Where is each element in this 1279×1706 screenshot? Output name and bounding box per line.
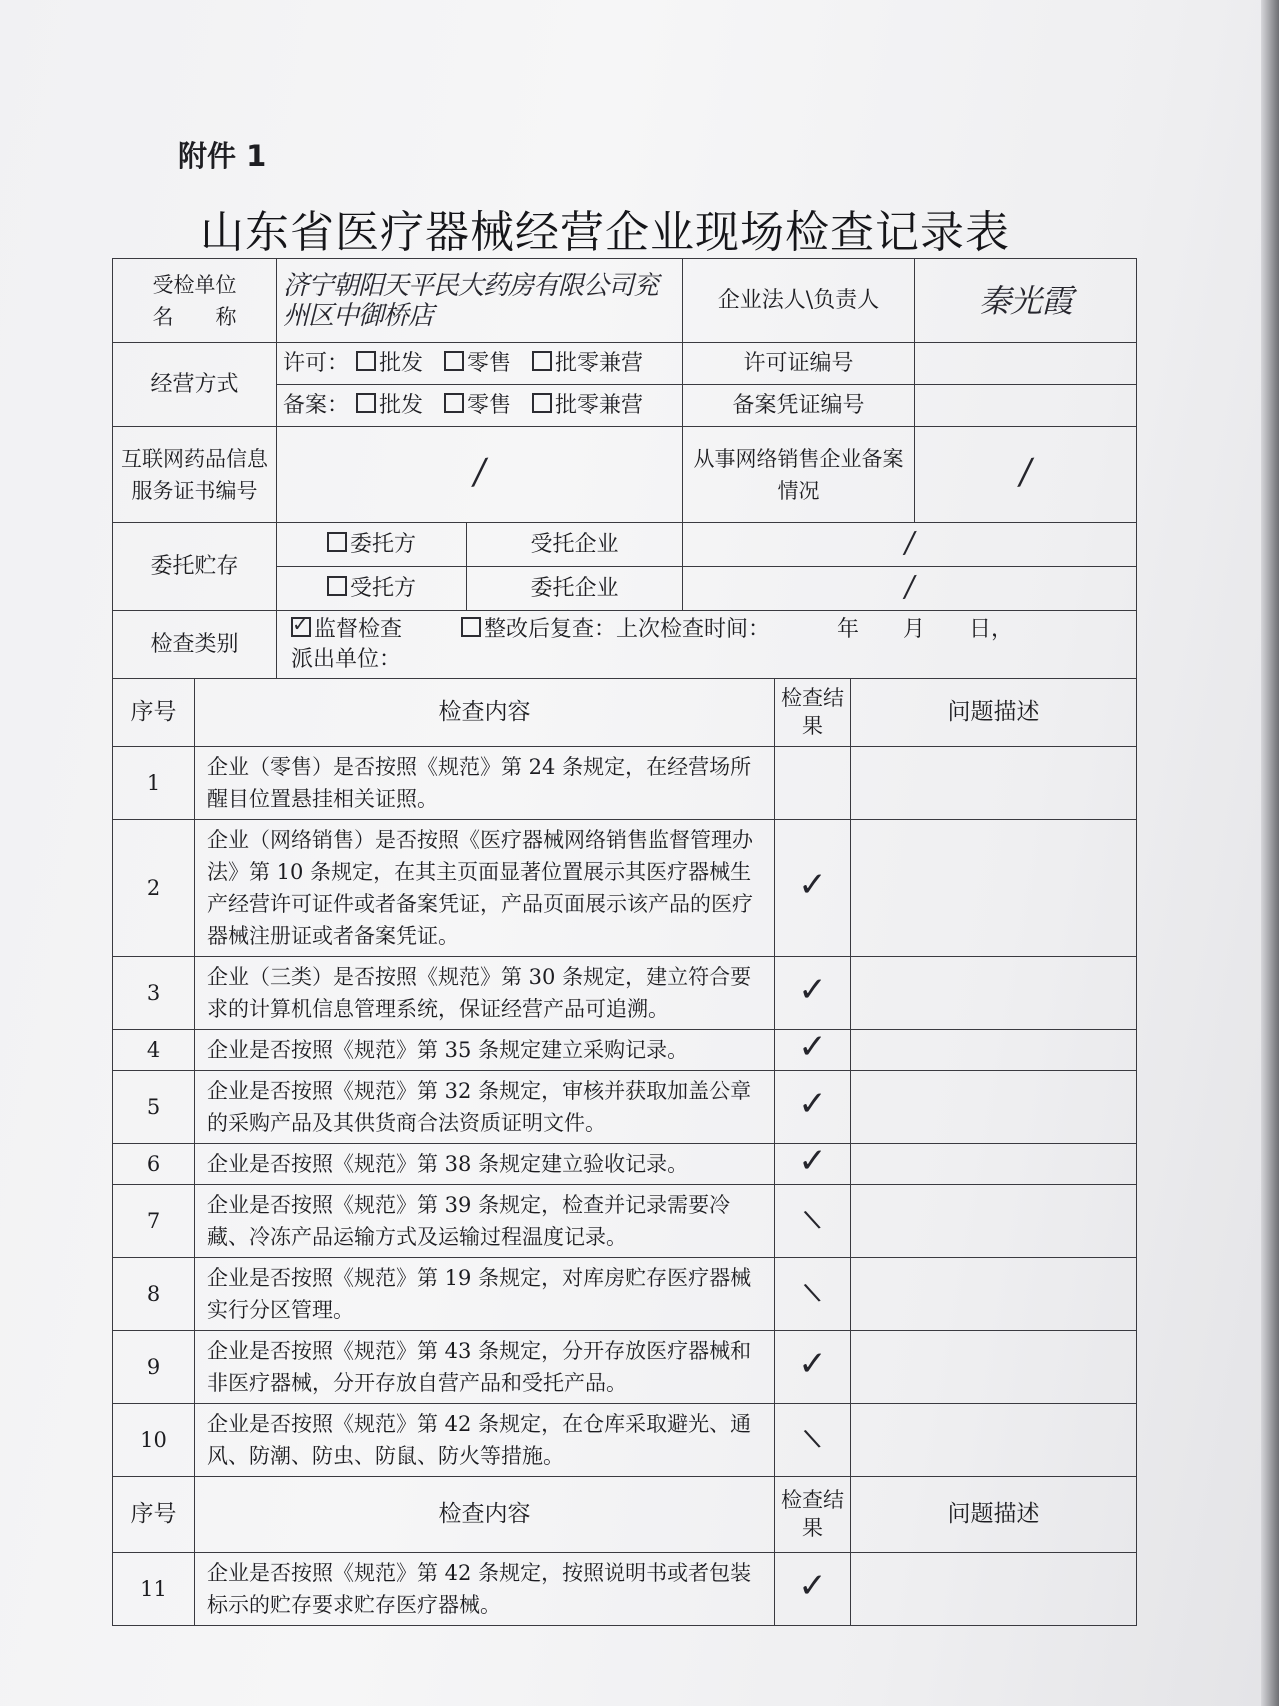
entrust-row-1 bbox=[113, 523, 1137, 567]
slash-mark-icon: / bbox=[901, 569, 918, 604]
item-issue[interactable] bbox=[851, 746, 1137, 819]
entrusting-company-value bbox=[683, 567, 1137, 611]
item-issue[interactable] bbox=[851, 1552, 1137, 1625]
supervision-option[interactable] bbox=[291, 617, 402, 642]
license-prefix: 许可： bbox=[283, 350, 350, 376]
item-issue[interactable] bbox=[851, 1029, 1137, 1070]
slash-mark-icon: / bbox=[901, 525, 918, 560]
online-sales-label: 从事网络销售企业备案情况 bbox=[683, 427, 915, 523]
internet-row bbox=[113, 427, 1137, 523]
item-issue[interactable] bbox=[851, 1257, 1137, 1330]
item-result[interactable] bbox=[775, 1330, 851, 1403]
checklist-row bbox=[113, 1029, 1137, 1070]
consignee-label: 受托方 bbox=[349, 575, 416, 601]
slash-mark-icon: / bbox=[1015, 451, 1036, 493]
internet-cert-value bbox=[277, 427, 683, 523]
last-check-date: 年 月 日， bbox=[837, 616, 1014, 642]
item-content: 企业（零售）是否按照《规范》第 24 条规定，在经营场所醒目位置悬挂相关证照。 bbox=[195, 746, 775, 819]
license-no-value[interactable] bbox=[915, 343, 1137, 385]
item-number: 6 bbox=[113, 1143, 195, 1184]
checkmark-icon: ✓ bbox=[798, 970, 827, 1010]
checklist-row bbox=[113, 1257, 1137, 1330]
unit-name-value: 济宁朝阳天平民大药房有限公司兖州区中御桥店 bbox=[277, 259, 683, 343]
checklist-row bbox=[113, 1552, 1137, 1625]
filing-option-retail[interactable] bbox=[444, 393, 511, 418]
checklist-row bbox=[113, 1070, 1137, 1143]
unit-label-line2: 名 称 bbox=[152, 304, 237, 329]
option-label: 批零兼营 bbox=[555, 392, 644, 418]
item-number: 1 bbox=[113, 746, 195, 819]
filing-prefix: 备案： bbox=[283, 392, 350, 418]
option-label: 批发 bbox=[379, 392, 424, 418]
item-content: 企业是否按照《规范》第 42 条规定，在仓库采取避光、通风、防潮、防虫、防鼠、防火等措施。 bbox=[195, 1403, 775, 1476]
inspection-form bbox=[112, 258, 1136, 1626]
item-number: 7 bbox=[113, 1184, 195, 1257]
item-number: 9 bbox=[113, 1330, 195, 1403]
inspection-type-line bbox=[291, 615, 1130, 645]
item-content: 企业是否按照《规范》第 35 条规定建立采购记录。 bbox=[195, 1029, 775, 1070]
item-issue[interactable] bbox=[851, 1070, 1137, 1143]
checkbox-icon[interactable] bbox=[532, 393, 552, 413]
checkmark-icon: ✓ bbox=[798, 1027, 827, 1067]
item-issue[interactable] bbox=[851, 1143, 1137, 1184]
item-content: 企业是否按照《规范》第 32 条规定，审核并获取加盖公章的采购产品及其供货商合法资质证明文件。 bbox=[195, 1070, 775, 1143]
checklist-row bbox=[113, 956, 1137, 1029]
trustee-company-value bbox=[683, 523, 1137, 567]
inspection-type-row bbox=[113, 611, 1137, 679]
checklist-row bbox=[113, 819, 1137, 956]
item-content: 企业是否按照《规范》第 38 条规定建立验收记录。 bbox=[195, 1143, 775, 1184]
checkbox-icon[interactable] bbox=[444, 351, 464, 371]
checklist-body bbox=[113, 746, 1137, 1476]
mode-label: 经营方式 bbox=[113, 343, 277, 427]
checklist-table bbox=[112, 678, 1137, 1626]
checkbox-icon[interactable] bbox=[356, 393, 376, 413]
col-content-header: 检查内容 bbox=[195, 678, 775, 746]
item-content: 企业（三类）是否按照《规范》第 30 条规定，建立符合要求的计算机信息管理系统，保证经营产品可追溯。 bbox=[195, 956, 775, 1029]
col-issue-header: 问题描述 bbox=[851, 1476, 1137, 1552]
item-number: 11 bbox=[113, 1552, 195, 1625]
item-result[interactable] bbox=[775, 1257, 851, 1330]
not-applicable-mark-icon: \ bbox=[802, 1277, 823, 1308]
item-issue[interactable] bbox=[851, 819, 1137, 956]
checked-box-icon[interactable] bbox=[291, 617, 311, 637]
option-label: 批发 bbox=[379, 350, 424, 376]
item-result[interactable] bbox=[775, 746, 851, 819]
legal-person-value: 秦光霞 bbox=[915, 259, 1137, 343]
col-result-header: 检查结果 bbox=[775, 678, 851, 746]
form-title: 山东省医疗器械经营企业现场检查记录表 bbox=[200, 207, 1010, 258]
option-label: 零售 bbox=[467, 350, 512, 376]
license-option-wholesale[interactable] bbox=[356, 351, 423, 376]
item-content: 企业（网络销售）是否按照《医疗器械网络销售监督管理办法》第 10 条规定，在其主页面显著位置展示其医疗器械生产经营许可证件或者备案凭证，产品页面展示该产品的医疗器械注册证或者备案凭证。 bbox=[195, 819, 775, 956]
online-sales-value bbox=[915, 427, 1137, 523]
unit-label-line1: 受检单位 bbox=[152, 272, 237, 297]
consignee-option[interactable] bbox=[277, 567, 467, 611]
col-result-header: 检查结果 bbox=[775, 1476, 851, 1552]
item-number: 5 bbox=[113, 1070, 195, 1143]
filing-no-value[interactable] bbox=[915, 385, 1137, 427]
checkmark-icon: ✓ bbox=[798, 865, 827, 905]
item-content: 企业是否按照《规范》第 39 条规定，检查并记录需要冷藏、冷冻产品运输方式及运输过程温度记录。 bbox=[195, 1184, 775, 1257]
not-applicable-mark-icon: \ bbox=[802, 1204, 823, 1235]
filing-option-wholesale[interactable] bbox=[356, 393, 423, 418]
checklist-row bbox=[113, 746, 1137, 819]
item-content: 企业是否按照《规范》第 43 条规定，分开存放医疗器械和非医疗器械，分开存放自营产品和受托产品。 bbox=[195, 1330, 775, 1403]
item-result[interactable] bbox=[775, 956, 851, 1029]
item-result[interactable] bbox=[775, 1403, 851, 1476]
item-number: 4 bbox=[113, 1029, 195, 1070]
supervision-label: 监督检查 bbox=[314, 616, 403, 642]
trustee-company-label: 受托企业 bbox=[467, 523, 683, 567]
filing-no-label: 备案凭证编号 bbox=[683, 385, 915, 427]
checkbox-icon[interactable] bbox=[356, 351, 376, 371]
unit-row bbox=[113, 259, 1137, 343]
entrust-label: 委托贮存 bbox=[113, 523, 277, 611]
entrusting-company-label: 委托企业 bbox=[467, 567, 683, 611]
checkmark-icon: ✓ bbox=[798, 1084, 827, 1124]
checklist-header bbox=[113, 678, 1137, 746]
checklist-row bbox=[113, 1330, 1137, 1403]
item-result[interactable] bbox=[775, 1143, 851, 1184]
col-content-header: 检查内容 bbox=[195, 1476, 775, 1552]
license-option-both[interactable] bbox=[532, 351, 643, 376]
col-issue-header: 问题描述 bbox=[851, 678, 1137, 746]
item-result[interactable] bbox=[775, 1029, 851, 1070]
col-no-header: 序号 bbox=[113, 1476, 195, 1552]
attachment-label: 附件 1 bbox=[178, 139, 267, 173]
option-label: 零售 bbox=[467, 392, 512, 418]
checkbox-icon[interactable] bbox=[444, 393, 464, 413]
item-number: 8 bbox=[113, 1257, 195, 1330]
item-issue[interactable] bbox=[851, 956, 1137, 1029]
slash-mark-icon: / bbox=[469, 451, 490, 493]
item-issue[interactable] bbox=[851, 1403, 1137, 1476]
recheck-option[interactable] bbox=[461, 617, 770, 642]
info-table bbox=[112, 258, 1137, 679]
checkmark-icon: ✓ bbox=[798, 1344, 827, 1384]
inspection-type-label: 检查类别 bbox=[113, 611, 277, 679]
filing-options bbox=[277, 385, 683, 427]
checklist-row bbox=[113, 1403, 1137, 1476]
item-result[interactable] bbox=[775, 1070, 851, 1143]
col-no-header: 序号 bbox=[113, 678, 195, 746]
checklist-row bbox=[113, 1184, 1137, 1257]
consignor-label: 委托方 bbox=[349, 531, 416, 557]
license-row bbox=[113, 343, 1137, 385]
license-options bbox=[277, 343, 683, 385]
item-issue[interactable] bbox=[851, 1184, 1137, 1257]
checklist-body-2 bbox=[113, 1552, 1137, 1625]
paper-edge bbox=[1261, 0, 1279, 1706]
legal-person-label: 企业法人\负责人 bbox=[683, 259, 915, 343]
item-issue[interactable] bbox=[851, 1330, 1137, 1403]
item-number: 10 bbox=[113, 1403, 195, 1476]
checklist-row bbox=[113, 1143, 1137, 1184]
recheck-label: 整改后复查：上次检查时间： bbox=[484, 616, 771, 642]
consignor-option[interactable] bbox=[277, 523, 467, 567]
unit-label bbox=[113, 259, 277, 343]
checkbox-icon[interactable] bbox=[327, 576, 347, 596]
item-content: 企业是否按照《规范》第 19 条规定，对库房贮存医疗器械实行分区管理。 bbox=[195, 1257, 775, 1330]
item-number: 3 bbox=[113, 956, 195, 1029]
not-applicable-mark-icon: \ bbox=[802, 1423, 823, 1454]
license-no-label: 许可证编号 bbox=[683, 343, 915, 385]
item-result[interactable] bbox=[775, 1184, 851, 1257]
inspection-type-options bbox=[277, 611, 1137, 679]
item-content: 企业是否按照《规范》第 42 条规定，按照说明书或者包装标示的贮存要求贮存医疗器械。 bbox=[195, 1552, 775, 1625]
checkbox-icon[interactable] bbox=[461, 617, 481, 637]
dispatch-unit-label: 派出单位： bbox=[291, 646, 402, 672]
item-result[interactable] bbox=[775, 819, 851, 956]
item-result[interactable] bbox=[775, 1552, 851, 1625]
checkmark-icon: ✓ bbox=[798, 1566, 827, 1606]
checkmark-icon: ✓ bbox=[798, 1141, 827, 1181]
checklist-header-2 bbox=[113, 1476, 1137, 1552]
checkbox-icon[interactable] bbox=[532, 351, 552, 371]
option-label: 批零兼营 bbox=[555, 350, 644, 376]
checkbox-icon[interactable] bbox=[327, 532, 347, 552]
internet-cert-label: 互联网药品信息服务证书编号 bbox=[113, 427, 277, 523]
item-number: 2 bbox=[113, 819, 195, 956]
filing-option-both[interactable] bbox=[532, 393, 643, 418]
license-option-retail[interactable] bbox=[444, 351, 511, 376]
